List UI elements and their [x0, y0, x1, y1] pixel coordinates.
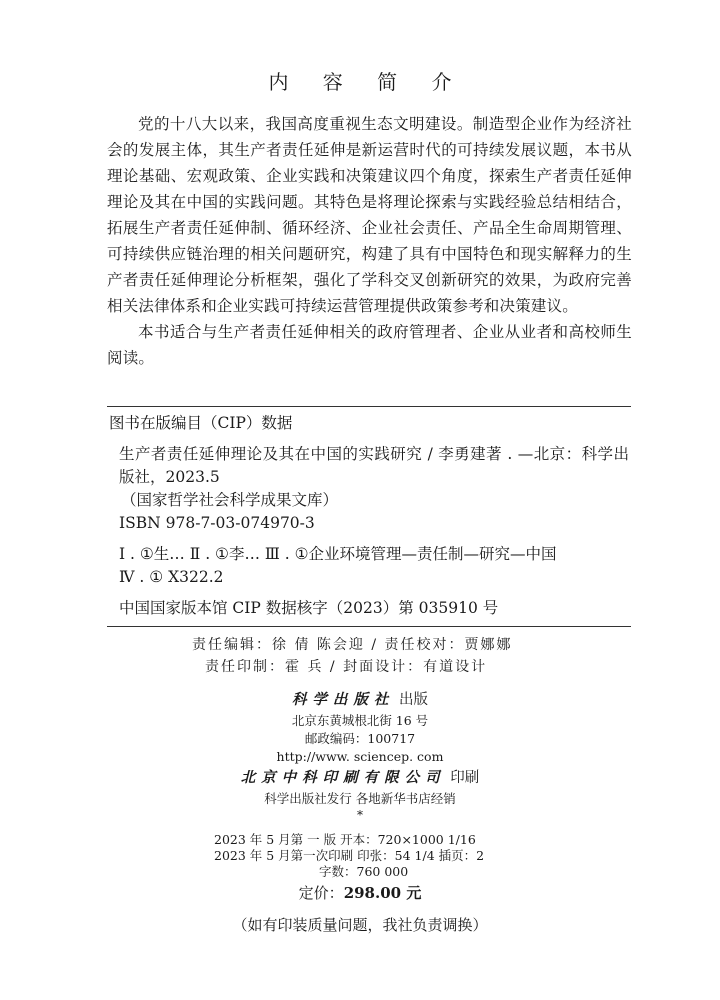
cip-entry: 生产者责任延伸理论及其在中国的实践研究 / 李勇建著 . —北京：科学出版社，2023.5	[119, 445, 629, 486]
cip-block	[109, 412, 629, 620]
distribution-line: 科学出版社发行 各地新华书店经销	[264, 791, 456, 806]
publisher-logo: 科学出版社	[291, 691, 395, 708]
quality-notice: （如有印装质量问题，我社负责调换）	[232, 916, 488, 934]
cip-subject-1: Ⅰ . ①生… Ⅱ . ①李… Ⅲ . ①企业环境管理—责任制—研究—中国	[119, 545, 557, 563]
intro-abstract	[107, 111, 632, 371]
price-value: 298.00 元	[343, 884, 422, 902]
printer-line	[0, 766, 720, 790]
imprint	[0, 688, 720, 822]
separator-star: *	[357, 808, 363, 822]
specs-word-count: 字数：760 000	[319, 864, 409, 879]
specs-edition: 2023 年 5 月第 一 版 开本：720×1000 1/16	[214, 832, 476, 847]
publisher-suffix: 出版	[399, 692, 429, 708]
cip-top-rule	[107, 406, 631, 407]
publisher-line	[0, 688, 720, 712]
cip-heading: 图书在版编目（CIP）数据	[109, 414, 293, 432]
printer-logo: 北京中科印刷有限公司	[240, 769, 446, 786]
publisher-url: http://www. sciencep. com	[276, 749, 444, 764]
publisher-postcode: 邮政编码：100717	[304, 731, 416, 746]
specs	[214, 832, 534, 880]
cip-record: 中国国家版本馆 CIP 数据核字（2023）第 035910 号	[119, 599, 499, 617]
specs-printing: 2023 年 5 月第一次印刷 印张：54 1/4 插页：2	[214, 848, 485, 863]
cip-subject-2: Ⅳ . ① X322.2	[119, 568, 224, 586]
cip-isbn: ISBN 978-7-03-074970-3	[119, 514, 315, 532]
intro-paragraph-1: 党的十八大以来，我国高度重视生态文明建设。制造型企业作为经济社会的发展主体，其生产者责任延伸是新运营时代的可持续发展议题，本书从理论基础、宏观政策、企业实践和决策建议四个角度，探索生产者责任延伸理论及其在中国的实践问题。其特色是将理论探索与实践经验总结相结合，拓展生产者责任延伸制、循环经济、企业社会责任、产品全生命周期管理、可持续供应链治理的相关问题研究，构建了具有中国特色和现实解释力的生产者责任延伸理论分析框架，强化了学科交叉创新研究的效果，为政府完善相关法律体系和企业实践可持续运营管理提供政策参考和决策建议。	[107, 115, 632, 315]
credits-line-1: 责任编辑：徐 倩 陈会迎 / 责任校对：贾娜娜	[192, 637, 513, 653]
printer-suffix: 印刷	[450, 770, 480, 786]
price-line	[0, 882, 720, 904]
credits-line-2: 责任印制：霍 兵 / 封面设计：有道设计	[205, 659, 488, 675]
intro-title: 内 容 简 介	[268, 70, 466, 94]
price-label: 定价：	[298, 884, 344, 902]
cip-bottom-rule	[107, 626, 631, 627]
publisher-address: 北京东黄城根北街 16 号	[291, 713, 429, 728]
credits	[0, 634, 720, 678]
intro-paragraph-2: 本书适合与生产者责任延伸相关的政府管理者、企业从业者和高校师生阅读。	[107, 323, 632, 367]
cip-series: （国家哲学社会科学成果文库）	[121, 491, 339, 509]
